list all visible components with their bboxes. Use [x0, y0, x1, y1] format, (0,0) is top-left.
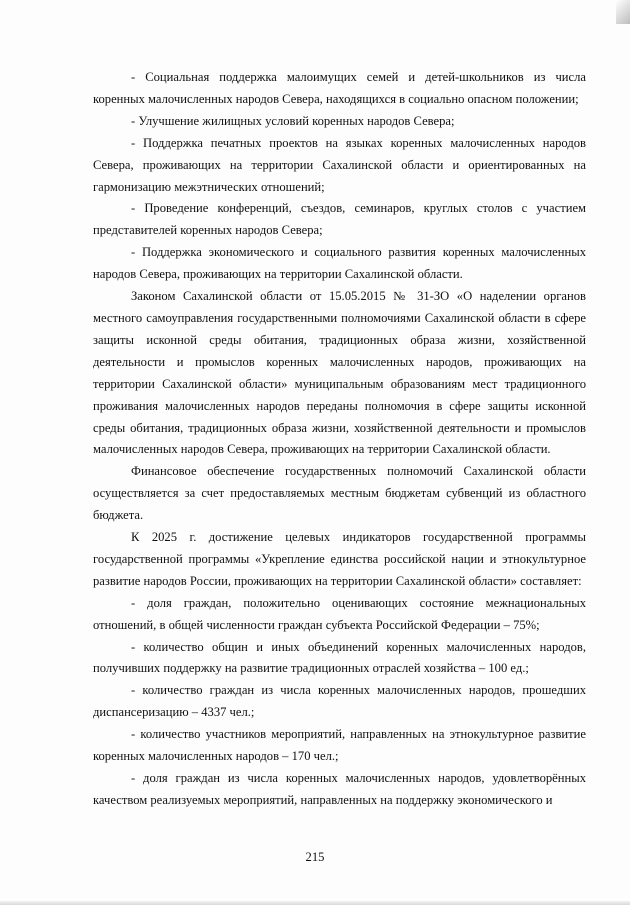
page-number: 215: [305, 850, 325, 864]
paragraph-law: Законом Сахалинской области от 15.05.2015 № 31-ЗО «О наделении органов местного самоуправления государственными полномочиями Сахалинской области в сфере защиты исконной среды обитания, традиционных образа жизни, хозяйственной деятельности и промыслов коренных малочисленных народов, проживающих на территории Сахалинской области» муниципальным образованиям мест традиционного проживания малочисленных народов переданы полномочия в сфере защиты исконной среды обитания, традиционных образа жизни, хозяйственной деятельности и промыслов малочисленных народов Севера, проживающих на территории Сахалинской области.: [93, 289, 586, 457]
paragraph-indicator-screening: - количество граждан из числа коренных малочисленных народов, прошедших диспансеризацию – 4337 чел.;: [93, 683, 586, 720]
paragraph-economic-support: - Поддержка экономического и социального развития коренных малочисленных народов Севера, проживающих на территории Сахалинской области.: [93, 245, 586, 282]
paragraph-indicator-share: - доля граждан, положительно оценивающих состояние межнациональных отношений, в общей численности граждан субъекта Российской Федерации – 75%;: [93, 595, 586, 632]
paragraph-indicator-satisfaction: - доля граждан из числа коренных малочисленных народов, удовлетворённых качеством реализуемых мероприятий, направленных на поддержку экономического и: [93, 771, 586, 807]
paragraph-indicator-communities: - количество общин и иных объединений коренных малочисленных народов, получивших поддержку на развитие традиционных отраслей хозяйства – 100 ед.;: [93, 639, 586, 676]
document-body: [93, 67, 586, 812]
paragraph-conferences: - Проведение конференций, съездов, семинаров, круглых столов с участием представителей коренных народов Севера;: [93, 201, 586, 238]
paragraph-indicator-participants: - количество участников мероприятий, направленных на этнокультурное развитие коренных малочисленных народов – 170 чел.;: [93, 727, 586, 764]
paragraph-print-projects: - Поддержка печатных проектов на языках коренных малочисленных народов Севера, проживающих на территории Сахалинской области и ориентированных на гармонизацию межэтнических отношений;: [93, 135, 586, 194]
scan-bottom-edge: [0, 901, 630, 905]
paragraph-social-support: - Социальная поддержка малоимущих семей и детей-школьников из числа коренных малочисленных народов Севера, находящихся в социально опасном положении;: [93, 70, 586, 106]
paragraph-financing: Финансовое обеспечение государственных полномочий Сахалинской области осуществляется за счет предоставляемых местным бюджетам субвенций из областного бюджета.: [93, 464, 586, 523]
paragraph-targets-2025: К 2025 г. достижение целевых индикаторов государственной программы государственной программы «Укрепление единства российской нации и этнокультурное развитие народов России, проживающих на территории Сахалинской области» составляет:: [93, 530, 586, 588]
scan-corner-shadow: [616, 0, 630, 24]
paragraph-housing: - Улучшение жилищных условий коренных народов Севера;: [131, 113, 455, 128]
